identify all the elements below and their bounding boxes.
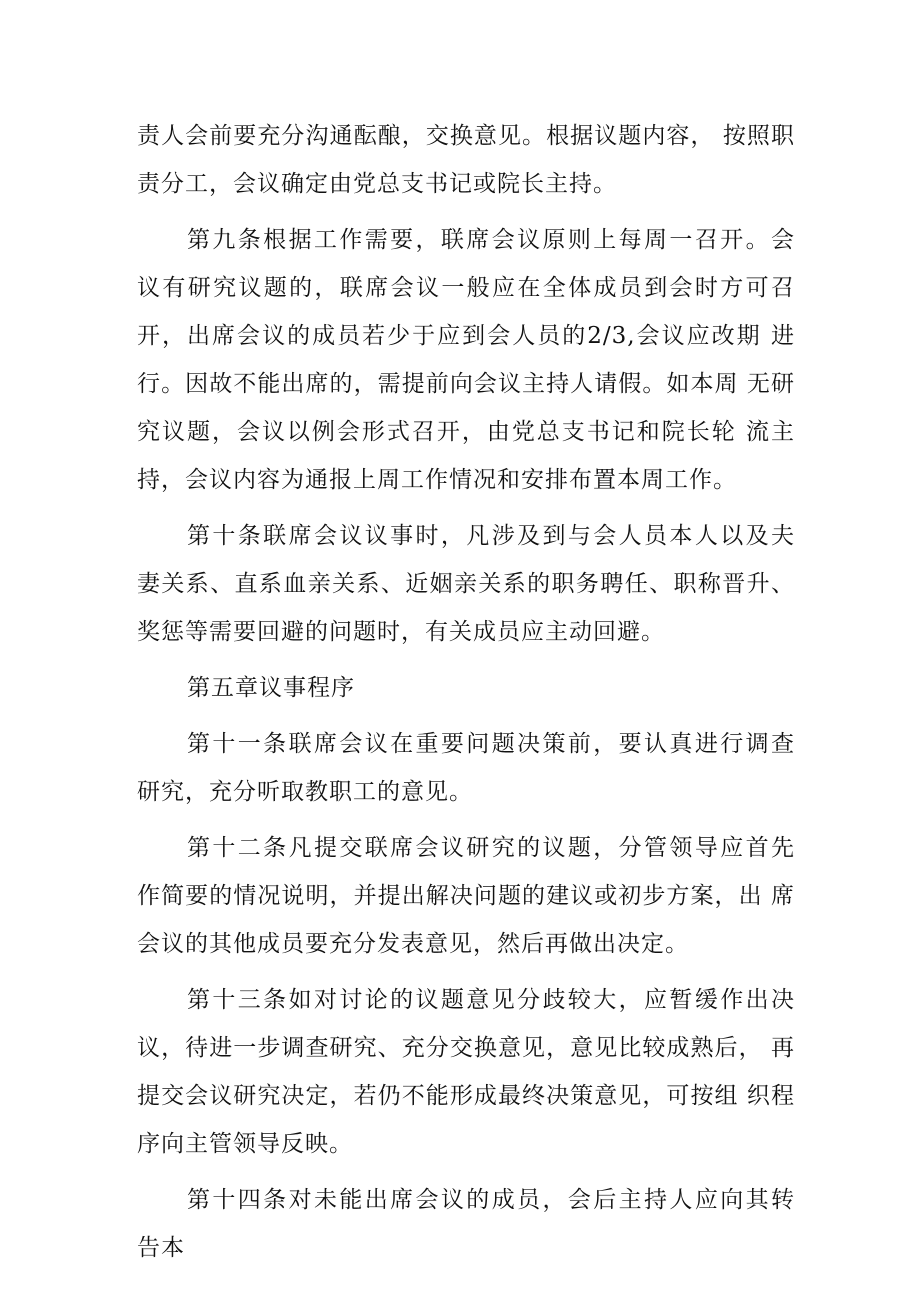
paragraph-article-10: 第十条联席会议议事时，凡涉及到与会人员本人以及夫 妻关系、直系血亲关系、近姻亲关系的职务聘任、职称晋升、 奖惩等需要回避的问题时，有关成员应主动回避。 <box>137 523 795 645</box>
chapter-5-heading: 第五章议事程序 <box>187 675 355 701</box>
paragraph-article-12: 第十二条凡提交联席会议研究的议题，分管领导应首先 作简要的情况说明，并提出解决问题的建议或初步方案，出 席会议的其他成员要充分发表意见，然后再做出决定。 <box>137 835 795 957</box>
paragraph-continued-responsibility: 责人会前要充分沟通酝酿，交换意见。根据议题内容， 按照职责分工，会议确定由党总支书记或院长主持。 <box>137 123 795 197</box>
paragraph-article-9: 第九条根据工作需要，联席会议原则上每周一召开。会 议有研究议题的，联席会议一般应在全体成员到会时方可召 开，出席会议的成员若少于应到会人员的2/3,会议应改期 进行。因故不能出席的，需提前向会议主持人请假。如本周 无研究议题，会议以例会形式召开，由党总支书记和院长轮 流主持，会议内容为通报上周工作情况和安排布置本周工作。 <box>137 227 795 493</box>
paragraph-article-14: 第十四条对未能出席会议的成员，会后主持人应向其转 告本 <box>137 1187 795 1261</box>
paragraph-article-13: 第十三条如对讨论的议题意见分歧较大，应暂缓作出决 议，待进一步调查研究、充分交换意见，意见比较成熟后， 再提交会议研究决定，若仍不能形成最终决策意见，可按组 织程序向主管领导反映。 <box>137 987 795 1157</box>
document-body <box>137 112 795 1280</box>
paragraph-article-11: 第十一条联席会议在重要问题决策前，要认真进行调查 研究，充分听取教职工的意见。 <box>137 731 795 805</box>
